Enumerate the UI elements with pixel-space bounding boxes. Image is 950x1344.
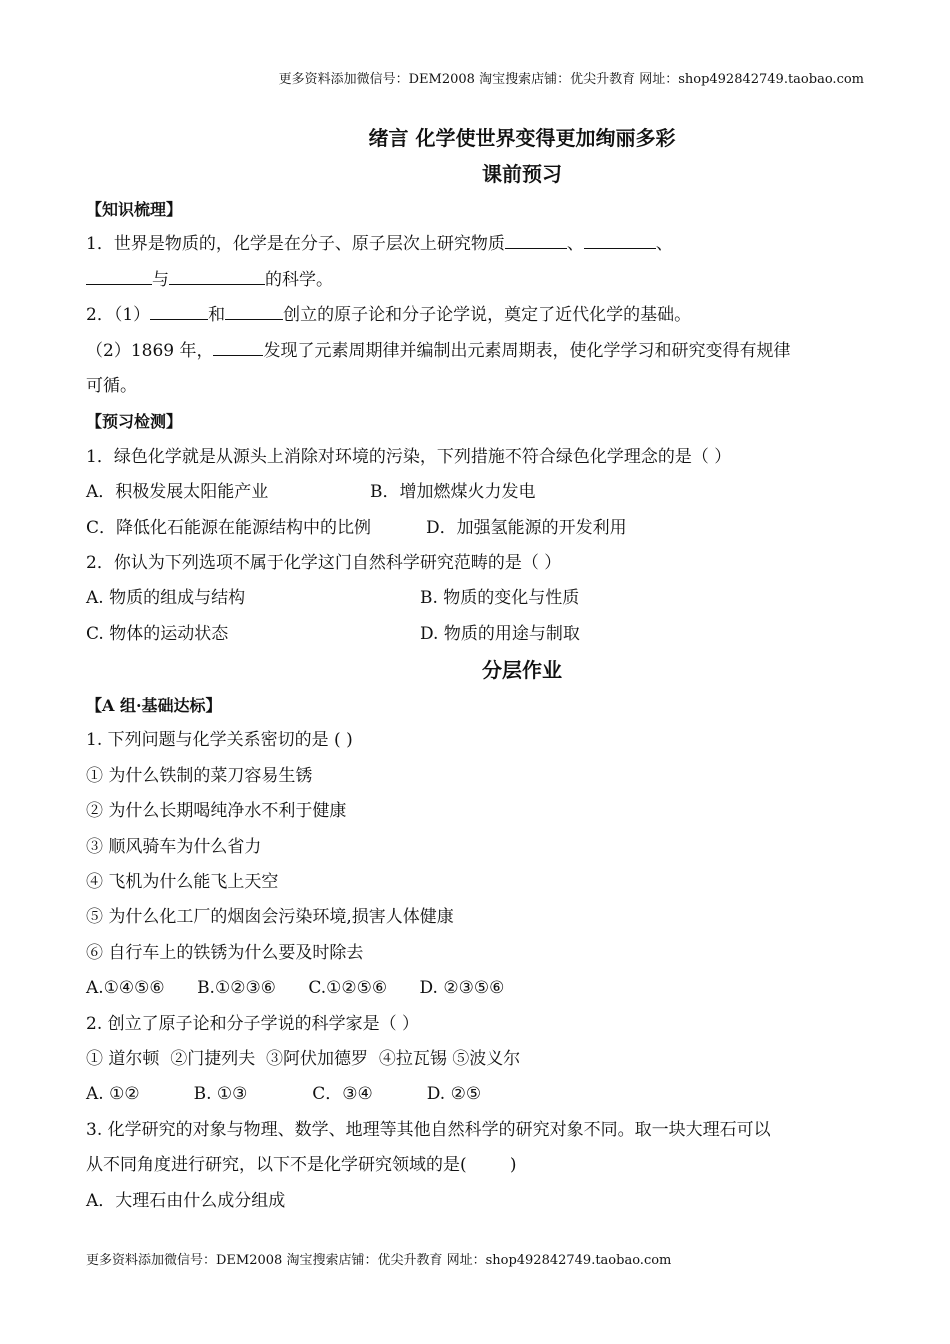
option-row: A.①④⑤⑥ B.①②③⑥ C.①②⑤⑥ D. ②③⑤⑥ bbox=[86, 978, 505, 999]
question-text: 2．你认为下列选项不属于化学这门自然科学研究范畴的是（ ） bbox=[86, 552, 562, 573]
document-title: 绪言 化学使世界变得更加绚丽多彩 bbox=[368, 126, 676, 150]
page-header: 更多资料添加微信号：DEM2008 淘宝搜索店铺：优尖升教育 网址：shop492842749.taobao.com bbox=[278, 72, 864, 87]
question-text: 3. 化学研究的对象与物理、数学、地理等其他自然科学的研究对象不同。取一块大理石可以 bbox=[86, 1119, 771, 1140]
knowledge-item-2b: （2）1869 年， 发现了元素周期律并编制出元素周期表，使化学学习和研究变得有规律 bbox=[86, 334, 868, 369]
section-heading-preview: 课前预习 bbox=[482, 162, 562, 186]
knowledge-heading: 【知识梳理】 bbox=[86, 200, 183, 219]
document-body bbox=[86, 120, 868, 1219]
option-row: A. ①② B. ①③ C．③④ D. ②⑤ bbox=[86, 1084, 482, 1105]
list-item: ③ 顺风骑车为什么省力 bbox=[86, 836, 262, 857]
question-text-cont: 从不同角度进行研究，以下不是化学研究领域的是( ) bbox=[86, 1155, 517, 1176]
answer-blank bbox=[86, 264, 152, 285]
list-item: ④ 飞机为什么能飞上天空 bbox=[86, 872, 279, 893]
knowledge-item-1-cont: 与 的科学。 bbox=[86, 263, 868, 298]
option-c: C．降低化石能源在能源结构中的比例 bbox=[86, 517, 372, 538]
answer-blank bbox=[169, 264, 265, 285]
option-row bbox=[86, 581, 868, 616]
option-b: B．增加燃煤火力发电 bbox=[370, 482, 536, 503]
question-text: 2. 创立了原子论和分子学说的科学家是（ ） bbox=[86, 1013, 420, 1034]
preview-check-heading: 【预习检测】 bbox=[86, 412, 183, 432]
option-a: A. 物质的组成与结构 bbox=[86, 588, 246, 609]
option-d: D．加强氢能源的开发利用 bbox=[426, 517, 627, 538]
option-a: A．大理石由什么成分组成 bbox=[86, 1190, 286, 1211]
list-item: ⑥ 自行车上的铁锈为什么要及时除去 bbox=[86, 942, 364, 963]
knowledge-item-2c: 可循。 bbox=[86, 375, 137, 396]
option-row bbox=[86, 475, 868, 510]
knowledge-item-1: 1．世界是物质的，化学是在分子、原子层次上研究物质 、 、 bbox=[86, 227, 868, 262]
list-item: ① 为什么铁制的菜刀容易生锈 bbox=[86, 765, 313, 786]
list-item: ⑤ 为什么化工厂的烟囱会污染环境,损害人体健康 bbox=[86, 907, 454, 928]
list-item: ① 道尔顿 ②门捷列夫 ③阿伏加德罗 ④拉瓦锡 ⑤波义尔 bbox=[86, 1048, 521, 1069]
option-d: D. 物质的用途与制取 bbox=[420, 623, 580, 644]
group-a-heading: 【A 组·基础达标】 bbox=[86, 696, 222, 716]
page-footer: 更多资料添加微信号：DEM2008 淘宝搜索店铺：优尖升教育 网址：shop492842749.taobao.com bbox=[86, 1253, 672, 1268]
section-heading-homework: 分层作业 bbox=[482, 658, 562, 683]
option-c: C. 物体的运动状态 bbox=[86, 623, 229, 644]
option-row bbox=[86, 617, 868, 652]
option-b: B. 物质的变化与性质 bbox=[420, 588, 580, 609]
answer-blank bbox=[225, 299, 283, 320]
list-item: ② 为什么长期喝纯净水不利于健康 bbox=[86, 801, 347, 822]
option-a: A．积极发展太阳能产业 bbox=[86, 482, 269, 503]
answer-blank bbox=[584, 228, 656, 249]
answer-blank bbox=[150, 299, 208, 320]
answer-blank bbox=[505, 228, 567, 249]
answer-blank bbox=[213, 335, 263, 356]
question-text: 1．绿色化学就是从源头上消除对环境的污染，下列措施不符合绿色化学理念的是（ ） bbox=[86, 446, 732, 467]
question-text: 1. 下列问题与化学关系密切的是 ( ) bbox=[86, 730, 353, 751]
knowledge-item-2a: 2．（1） 和 创立的原子论和分子论学说，奠定了近代化学的基础。 bbox=[86, 298, 868, 333]
option-row bbox=[86, 511, 868, 546]
